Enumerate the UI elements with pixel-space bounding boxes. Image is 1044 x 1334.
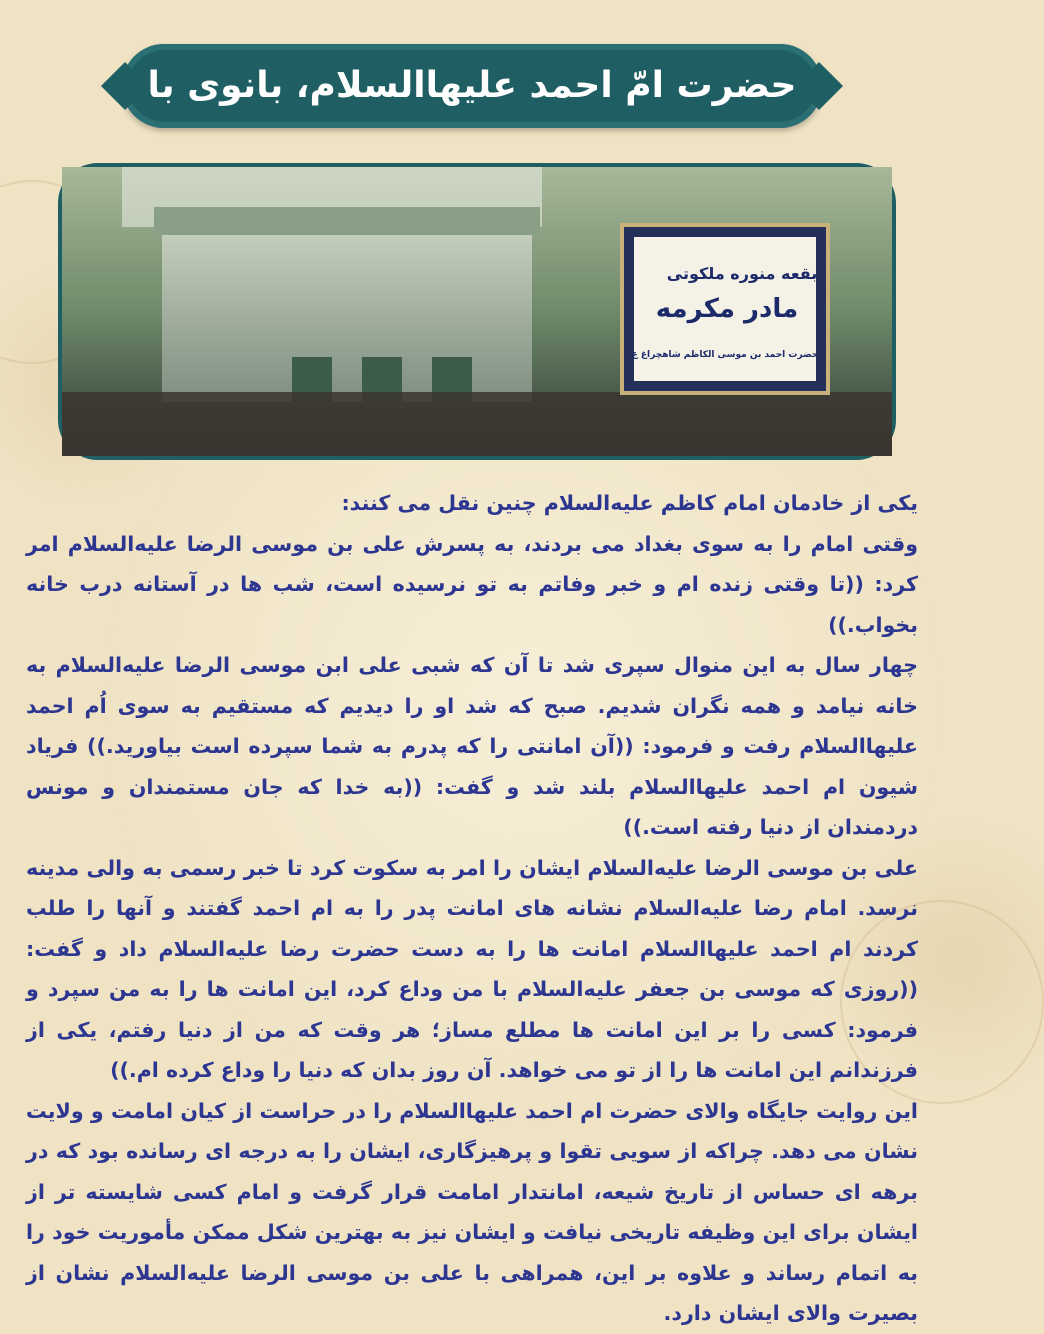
shrine-cage xyxy=(162,222,532,402)
paragraph: علی بن موسی الرضا علیه‌السلام ایشان را امر به سکوت کرد تا خبر رسمی به والی مدینه نرسد. امام رضا علیه‌السلام نشانه های امانت پدر را به ام احمد گفتند و آنها را طلب کردند ام احمد علیهاالسلام امانت ها را به دست حضرت رضا علیه‌السلام داد و گفت: ((روزی که موسی بن جعفر علیه‌السلام با من وداع کرد، این امانت ها را به من سپرد و فرمود: کسی را بر این امانت ها مطلع مساز؛ هر وقت که من از دنیا رفتم، یکی از فرزندانم این امانت ها را از تو می خواهد. آن روز بدان که دنیا را وداع کرده ام.)) xyxy=(26,855,918,1082)
paragraph: یکی از خادمان امام کاظم علیه‌السلام چنین نقل می کنند: xyxy=(341,491,918,515)
paragraph: این روایت جایگاه والای حضرت ام احمد علیهاالسلام را در حراست از کیان امامت و ولایت نشان می دهد. چراکه از سویی تقوا و پرهیزگاری، ایشان را به درجه ای رسانده بود که در برهه ای حساس از تاریخ شیعه، امانتدار امامت قرار گرفت و امام کسی شایسته تر از ایشان برای این وظیفه تاریخی نیافت و ایشان نیز به بهترین شکل ممکن مأموریت خود را به اتمام رساند و علاوه بر این، همراهی با علی بن موسی الرضا علیه‌السلام نشان از بصیرت والای ایشان دارد. xyxy=(26,1098,918,1325)
title-banner xyxy=(122,44,822,128)
plaque-line-1: بقعه منوره ملکوتی xyxy=(666,264,818,283)
shrine-photo xyxy=(58,163,896,460)
article-body xyxy=(26,483,918,1325)
shrine-top xyxy=(154,207,540,235)
paragraph: وقتی امام را به سوی بغداد می بردند، به پسرش علی بن موسی الرضا علیه‌السلام امر کرد: ((تا وقتی زنده ام و خبر وفاتم به تو نرسیده است، شب ها در آستانه درب خانه بخواب.)) xyxy=(26,531,918,637)
plaque-line-2: مادر مکرمه xyxy=(655,294,799,324)
page-title: حضرت امّ احمد علیهاالسلام، بانوی با xyxy=(147,65,797,106)
paragraph: چهار سال به این منوال سپری شد تا آن که شبی علی ابن موسی الرضا علیه‌السلام به خانه نیامد و همه نگران شدیم. صبح که شد او را دیدیم که مستقیم به سوی اُم احمد علیهاالسلام رفت و فرمود: ((آن امانتی را که پدرم به شما سپرده است بیاورید.)) فریاد شیون ام احمد علیهاالسلام بلند شد و گفت: ((به خدا که جان مستمندان و مونس دردمندان از دنیا رفته است.)) xyxy=(26,653,918,839)
crowd xyxy=(62,392,892,456)
plaque-line-3: حضرت احمد بن موسی الکاظم شاهچراغ ع xyxy=(631,350,819,360)
